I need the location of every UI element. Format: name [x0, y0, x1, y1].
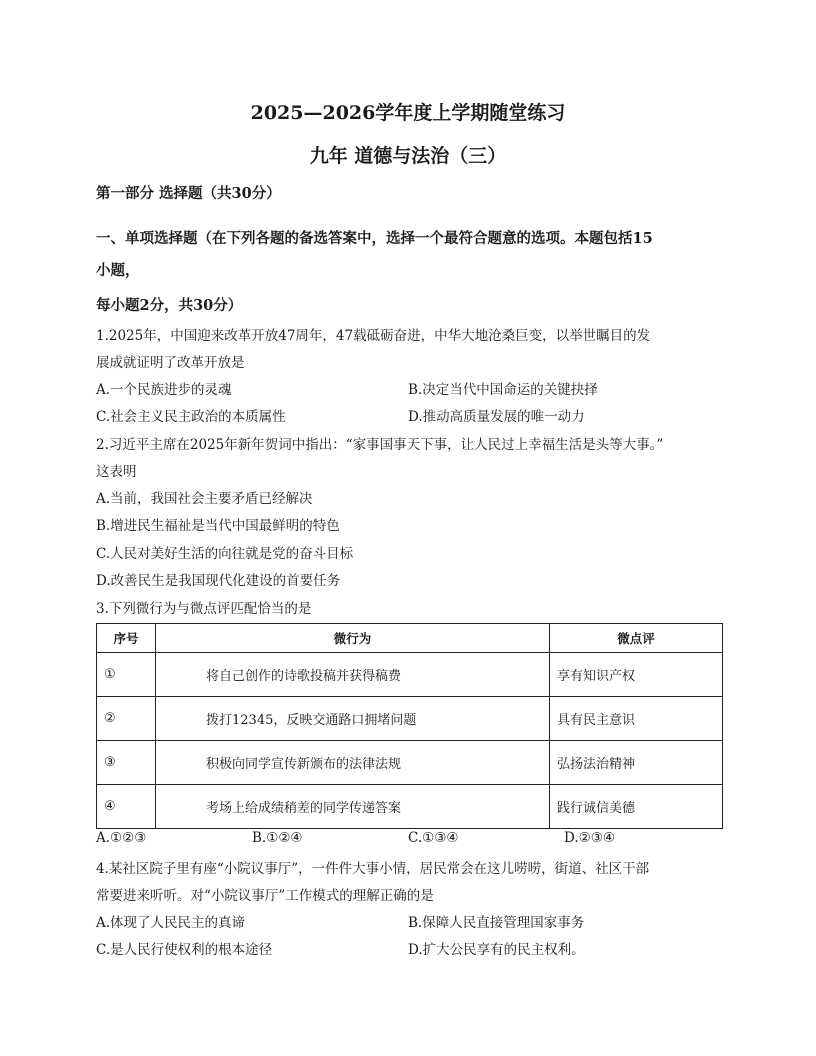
instruction-line-3: 每小题2分，共30分） — [96, 297, 243, 314]
q3-option-b: B.①②④ — [252, 830, 303, 846]
q2-option-c: C.人民对美好生活的向往就是党的奋斗目标 — [96, 546, 354, 562]
table-cell: ③ — [97, 741, 156, 785]
table-cell: 践行诚信美德 — [550, 785, 723, 829]
q4-option-b: B.保障人民直接管理国家事务 — [408, 915, 585, 931]
table-cell: ④ — [97, 785, 156, 829]
table-cell: ② — [97, 697, 156, 741]
q1-option-d: D.推动高质量发展的唯一动力 — [408, 409, 585, 425]
q4-stem-line-2: 常要进来听听。对“小院议事厅”工作模式的理解正确的是 — [96, 888, 434, 904]
table-cell: 将自己创作的诗歌投稿并获得稿费 — [156, 653, 550, 697]
q3-option-d: D.②③④ — [564, 830, 615, 846]
instruction-line-2: 小题， — [96, 262, 140, 279]
q1-stem-line-2: 展成就证明了改革开放是 — [96, 355, 245, 371]
table-cell: 弘扬法治精神 — [550, 741, 723, 785]
q3-option-c: C.①③④ — [408, 830, 459, 846]
table-header-row — [97, 624, 723, 653]
q1-option-b: B.决定当代中国命运的关键抉择 — [408, 382, 598, 398]
q4-option-d: D.扩大公民享有的民主权利。 — [408, 942, 585, 958]
q1-option-c: C.社会主义民主政治的本质属性 — [96, 409, 286, 425]
exam-subtitle: 九年 道德与法治（三） — [309, 145, 507, 167]
table-cell: 考场上给成绩稍差的同学传递答案 — [156, 785, 550, 829]
part-heading: 第一部分 选择题（共30分） — [96, 185, 281, 202]
table-cell: 积极向同学宣传新颁布的法律法规 — [156, 741, 550, 785]
behavior-table — [96, 623, 723, 829]
table-cell: ① — [97, 653, 156, 697]
q2-option-b: B.增进民生福祉是当代中国最鲜明的特色 — [96, 518, 340, 534]
q4-option-a: A.体现了人民民主的真谛 — [96, 915, 246, 931]
table-row — [97, 697, 723, 741]
table-row — [97, 785, 723, 829]
table-row — [97, 741, 723, 785]
q4-option-c: C.是人民行使权利的根本途径 — [96, 942, 273, 958]
q1-stem-line-1: 1.2025年，中国迎来改革开放47周年，47载砥砺奋进，中华大地沧桑巨变，以举世瞩目的发 — [96, 328, 651, 344]
table-header: 微点评 — [550, 624, 723, 653]
instruction-line-1: 一、单项选择题（在下列各题的备选答案中，选择一个最符合题意的选项。本题包括15 — [96, 230, 653, 247]
q2-stem-line-2: 这表明 — [96, 464, 137, 480]
exam-title: 2025—2026学年度上学期随堂练习 — [250, 102, 566, 124]
q2-option-d: D.改善民生是我国现代化建设的首要任务 — [96, 573, 341, 589]
q1-option-a: A.一个民族进步的灵魂 — [96, 382, 232, 398]
q2-stem-line-1: 2.习近平主席在2025年新年贺词中指出：“家事国事天下事，让人民过上幸福生活是头等大事。” — [96, 437, 664, 453]
q3-option-a: A.①②③ — [96, 830, 147, 846]
q3-stem: 3.下列微行为与微点评匹配恰当的是 — [96, 601, 312, 617]
q4-stem-line-1: 4.某社区院子里有座“小院议事厅”，一件件大事小情，居民常会在这儿唠唠，街道、社区干部 — [96, 861, 650, 877]
q2-option-a: A.当前，我国社会主要矛盾已经解决 — [96, 491, 313, 507]
table-header: 序号 — [97, 624, 156, 653]
table-cell: 拨打12345，反映交通路口拥堵问题 — [156, 697, 550, 741]
table-cell: 具有民主意识 — [550, 697, 723, 741]
table-header: 微行为 — [156, 624, 550, 653]
table-row — [97, 653, 723, 697]
table-cell: 享有知识产权 — [550, 653, 723, 697]
